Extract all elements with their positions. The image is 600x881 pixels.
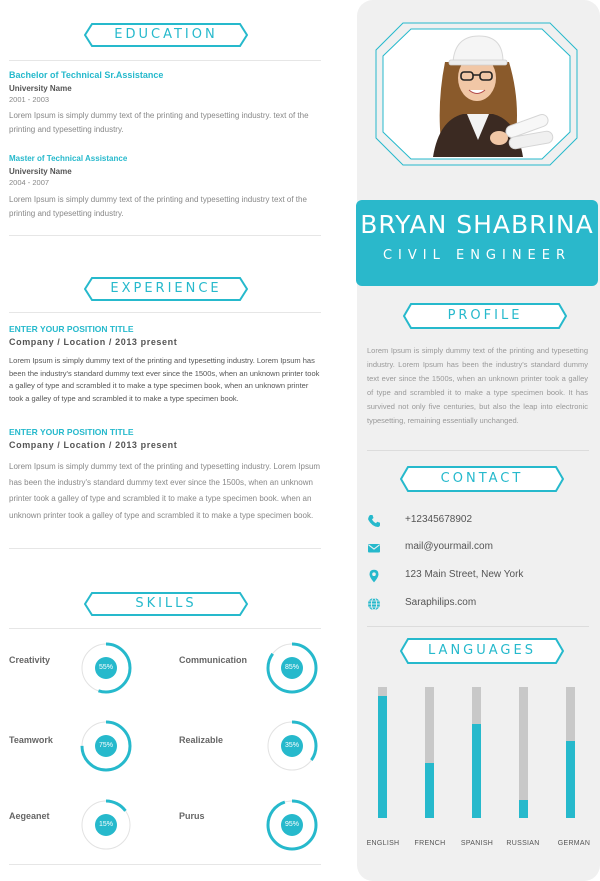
skill-ring-communication [265,641,319,695]
languages-header [400,638,564,664]
experience-header [84,277,248,301]
education-description: Lorem Ipsum is simply dummy text of the printing and typesetting industry text of the printing and typesetting industry. [9,195,307,218]
divider [9,864,321,865]
skill-ring-creativity [79,641,133,695]
skills-header-label: SKILLS [135,596,197,611]
skill-name: Realizable [179,735,224,745]
globe-icon [367,597,381,611]
skill-percent: 85% [284,664,299,671]
skill-name: Creativity [9,655,51,665]
divider [9,312,321,313]
position-title: ENTER YOUR POSITION TITLE [9,324,134,334]
education-header-label: EDUCATION [114,27,218,42]
person-name: BRYAN SHABRINA [360,210,594,239]
education-years: 2001 - 2003 [9,95,50,104]
profile-header-label: PROFILE [447,308,523,323]
skill-name: Teamwork [9,735,53,745]
language-name: ENGLISH [366,840,400,847]
divider [9,628,321,629]
education-description: Lorem Ipsum is simply dummy text of the printing and typesetting industry. text of the printing and typesetting industry. [9,111,309,134]
skills-header [84,592,248,616]
position-title: ENTER YOUR POSITION TITLE [9,427,134,437]
right-panel [357,0,600,881]
location-pin-icon [367,569,381,583]
skill-name: Purus [179,811,205,821]
education-header [84,23,248,47]
contact-address-text: 123 Main Street, New York [405,569,524,580]
skill-ring-purus [265,798,319,852]
position-description: Lorem Ipsum is simply dummy text of the printing and typesetting industry. Lorem Ipsum has been the industry's standard dummy text ever since the 1500s, when an unknown printer took a galley of type and scrambled it to make a type specimen book, when an unknown printer took a galley of type and scrambled it to make a type specimen book. [9,356,320,403]
profile-photo-frame [375,22,578,166]
profile-header [403,303,567,329]
contact-website[interactable] [367,595,592,613]
name-banner [356,200,598,286]
divider [9,235,321,236]
education-university: University Name [9,84,72,93]
education-university: University Name [9,167,72,176]
profile-photo [375,22,578,166]
skill-ring-aegeanet [79,798,133,852]
language-level-fill [519,800,528,818]
skill-percent: 75% [98,742,113,749]
mail-icon [367,541,381,555]
language-bar-german [566,687,575,818]
education-title: Bachelor of Technical Sr.Assistance [9,70,164,80]
contact-phone[interactable] [367,512,592,530]
position-description: Lorem Ipsum is simply dummy text of the printing and typesetting industry. Lorem Ipsum has been the industry's standard dummy text ever since the 1500s, when an unknown printer took a galley of type and scrambled it to make a type specimen book. when an unknown printer took a galley of type and scrambled it to make a type specimen book. [9,462,321,520]
position-company: Company / Location / 2013 present [9,337,178,347]
language-name: SPANISH [460,840,494,847]
contact-email-text: mail@yourmail.com [405,541,493,552]
language-bar-russian [519,687,528,818]
contact-phone-text: +12345678902 [405,514,473,525]
languages-header-label: LANGUAGES [428,643,536,658]
language-name: GERMAN [557,840,591,847]
contact-website-text: Saraphilips.com [405,597,477,608]
skill-percent: 55% [98,664,113,671]
language-level-fill [472,724,481,818]
contact-header [400,466,564,492]
contact-email[interactable] [367,539,592,557]
contact-address [367,567,592,585]
skill-percent: 35% [284,742,299,749]
language-level-fill [378,696,387,818]
divider [367,626,589,627]
job-title: CIVIL ENGINEER [382,248,572,263]
divider [9,548,321,549]
language-level-fill [425,763,434,818]
skill-name: Aegeanet [9,811,50,821]
language-name: FRENCH [414,840,446,847]
phone-icon [367,514,381,528]
skill-percent: 95% [284,821,299,828]
language-bar-spanish [472,687,481,818]
language-bar-french [425,687,434,818]
skill-ring-realizable [265,719,319,773]
divider [367,450,589,451]
language-level-fill [566,741,575,818]
skill-percent: 15% [98,821,113,828]
education-title: Master of Technical Assistance [9,154,128,163]
divider [9,60,321,61]
skill-ring-teamwork [79,719,133,773]
experience-header-label: EXPERIENCE [110,281,222,296]
language-name: RUSSIAN [506,840,540,847]
language-bar-english [378,687,387,818]
education-years: 2004 - 2007 [9,178,50,187]
skill-name: Communication [179,655,248,665]
contact-header-label: CONTACT [440,471,524,486]
profile-description: Lorem Ipsum is simply dummy text of the printing and typesetting industry. Lorem Ipsum has been the industry's standard dummy text ever since the 1500s, when an unknown printer took a galley of type and scrambled it to make a type specimen book. It has survived not only five centuries, but also the leap into electronic typesetting, remaining essentially unchanged. [367,346,588,425]
position-company: Company / Location / 2013 present [9,440,178,450]
